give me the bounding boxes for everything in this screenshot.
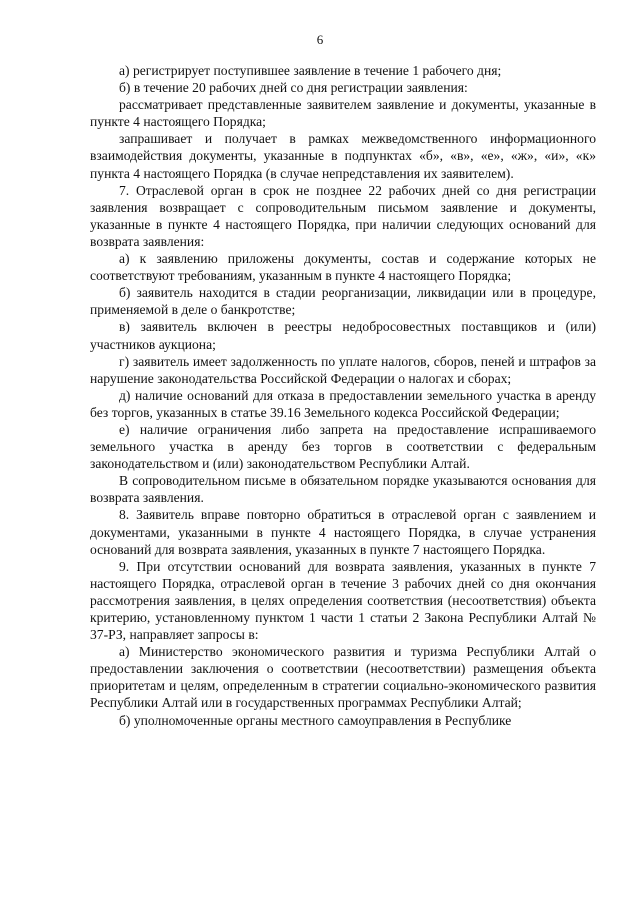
- paragraph-7: б) заявитель находится в стадии реорганизации, ликвидации или в процедуре, применяемой в деле о банкротстве;: [90, 285, 596, 318]
- document-body: [90, 62, 596, 729]
- paragraph-14: 9. При отсутствии оснований для возврата заявления, указанных в пункте 7 настоящего Порядка, отраслевой орган в течение 3 рабочих дней со дня окончания рассмотрения заявления, в целях определения соответствия (несоответствия) объекта критерию, установленному пунктом 1 части 1 статьи 2 Закона Республики Алтай № 37-РЗ, направляет запросы в:: [90, 558, 596, 643]
- paragraph-4: запрашивает и получает в рамках межведомственного информационного взаимодействия документы, указанные в подпунктах «б», «в», «е», «ж», «и», «к» пункта 4 настоящего Порядка (в случае непредставления их заявителем).: [90, 131, 596, 181]
- paragraph-15: а) Министерство экономического развития и туризма Республики Алтай о предоставлении заключения о соответствии (несоответствии) размещения объекта приоритетам и целям, определенным в стратегии социально-экономического развития Республики Алтай или в государственных программах Республики Алтай;: [90, 644, 596, 711]
- paragraph-11: е) наличие ограничения либо запрета на предоставление испрашиваемого земельного участка в аренду без торгов в соответствии с федеральным законодательством и (или) законодательством Республики Алтай.: [90, 421, 596, 472]
- page-number: 6: [316, 32, 324, 47]
- paragraph-16: б) уполномоченные органы местного самоуправления в Республике: [119, 712, 512, 728]
- paragraph-13: 8. Заявитель вправе повторно обратиться в отраслевой орган с заявлением и документами, указанными в пункте 4 настоящего Порядка, в случае устранения оснований для возврата заявления, указанных в пункте 7 настоящего Порядка.: [90, 507, 596, 557]
- paragraph-5: 7. Отраслевой орган в срок не позднее 22 рабочих дней со дня регистрации заявления возвращает с сопроводительным письмом заявление и документы, указанные в пункте 4 настоящего Порядка, при наличии следующих оснований для возврата заявления:: [90, 182, 596, 249]
- paragraph-8: в) заявитель включен в реестры недобросовестных поставщиков и (или) участников аукциона;: [90, 319, 596, 352]
- paragraph-2: б) в течение 20 рабочих дней со дня регистрации заявления:: [119, 80, 468, 96]
- paragraph-9: г) заявитель имеет задолженность по уплате налогов, сборов, пеней и штрафов за нарушение законодательства Российской Федерации о налогах и сборах;: [90, 353, 596, 386]
- paragraph-6: а) к заявлению приложены документы, состав и содержание которых не соответствуют требованиям, указанным в пункте 4 настоящего Порядка;: [90, 251, 596, 284]
- paragraph-12: В сопроводительном письме в обязательном порядке указываются основания для возврата заявления.: [90, 473, 596, 506]
- paragraph-10: д) наличие оснований для отказа в предоставлении земельного участка в аренду без торгов, указанных в статье 39.16 Земельного кодекса Российской Федерации;: [90, 387, 596, 420]
- paragraph-1: а) регистрирует поступившее заявление в течение 1 рабочего дня;: [119, 63, 502, 78]
- paragraph-3: рассматривает представленные заявителем заявление и документы, указанные в пункте 4 настоящего Порядка;: [90, 97, 596, 130]
